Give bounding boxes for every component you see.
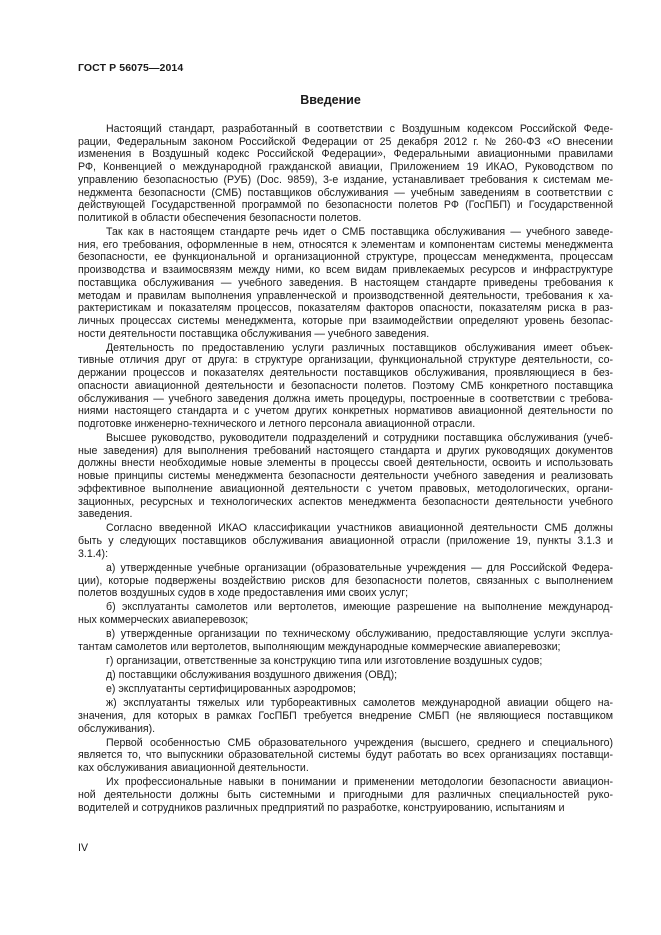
text-line: подготовке инженерно-технического и летного персонала авиационной отрасли. xyxy=(78,417,476,430)
text-line: должны внести необходимые новые элементы в процессы своей деятельности, освоить и использовать xyxy=(78,457,613,470)
text-line: неджмента безопасности (СМБ) поставщиков обслуживания — учебным заведениям в соответствии с xyxy=(78,186,613,199)
paragraph xyxy=(78,655,613,668)
text-line: управлению безопасностью (РУБ) (Doc. 9859), 3-е издание, устанавливает требования к системам ме- xyxy=(78,173,613,186)
paragraph xyxy=(78,522,613,560)
text-line: полетов воздушных судов в ходе предоставления ими своих услуг; xyxy=(78,587,409,600)
text-line: зационных, ресурсных и технологических аспектов менеджмента безопасности деятельности учебного xyxy=(78,495,613,508)
text-line: Высшее руководство, руководители подразделений и сотрудники поставщика обслуживания (учеб- xyxy=(106,432,613,445)
paragraph xyxy=(78,562,613,600)
text-line: рации, Федеральным законом Российской Федерации от 25 декабря 2012 г. № 260-ФЗ «О внесении xyxy=(78,135,613,148)
paragraph xyxy=(78,683,613,696)
text-line: ках обслуживания авиационной деятельности. xyxy=(78,762,309,775)
text-line: тивные отличия друг от друга: в структуре организации, функциональной структуре деятельности, со- xyxy=(78,354,613,367)
text-line: б) эксплуатанты самолетов или вертолетов, имеющие разрешение на выполнение международ- xyxy=(106,601,613,614)
text-line: методам и правилам выполнения управленческой и производственной деятельности, требования к ха- xyxy=(78,289,613,302)
paragraph xyxy=(78,669,613,682)
text-line: Настоящий стандарт, разработанный в соответствии с Воздушным кодексом Российской Феде- xyxy=(106,123,613,135)
text-line: действующей Государственной программой по безопасности полетов РФ (ГосПБП) и Государственной xyxy=(78,199,613,212)
text-line: рактеристикам и показателям процессов, показателям факторов опасности, показателям риска в раз- xyxy=(78,302,613,315)
text-line: заведения. xyxy=(78,508,133,521)
text-line: г) организации, ответственные за конструкцию типа или изготовление воздушных судов; xyxy=(106,654,543,667)
text-line: РФ, Конвенцией о международной гражданской авиации, Приложением 19 ИКАО, Руководством по xyxy=(78,161,613,174)
text-line: политикой в области обеспечения безопасности полетов. xyxy=(78,211,362,224)
paragraph xyxy=(78,432,613,521)
document-code-header: ГОСТ Р 56075—2014 xyxy=(78,62,184,74)
text-line: Согласно введенной ИКАО классификации участников авиационной деятельности СМБ должны xyxy=(106,522,613,535)
text-line: держании процессов и показателях деятельности поставщиков обслуживания, проявляющиеся в без- xyxy=(78,367,613,380)
paragraph xyxy=(78,737,613,775)
text-line: обслуживания — учебного заведения должна иметь процедуры, построенные в соответствии с требова- xyxy=(78,392,613,405)
text-line: ных коммерческих авиаперевозок; xyxy=(78,614,249,627)
paragraph xyxy=(78,226,613,340)
text-line: тантам самолетов или вертолетов, выполняющим международные коммерческие авиаперевозки; xyxy=(78,640,561,653)
text-line: является то, что выпускники образовательной системы будут работать во всех организациях поставщи- xyxy=(78,749,613,762)
text-line: д) поставщики обслуживания воздушного движения (ОВД); xyxy=(106,669,398,682)
text-line: е) эксплуатанты сертифицированных аэродромов; xyxy=(106,683,356,696)
text-line: ции), которые подвержены воздействию рисков для безопасности полетов, связанных с выполнением xyxy=(78,574,613,587)
text-line: опасности авиационной деятельности и безопасности полетов. Поэтому СМБ конкретного поставщика xyxy=(78,379,613,392)
text-line: а) утвержденные учебные организации (образовательные учреждения — для Российской Федера- xyxy=(106,561,613,574)
text-line: ной деятельности должны быть системными и пригодными для различных специальностей руко- xyxy=(78,788,613,801)
text-line: изменения в Воздушный кодекс Российской Федерации», Федеральными авиационными правилами xyxy=(78,148,613,161)
paragraph xyxy=(78,342,613,431)
paragraph xyxy=(78,628,613,653)
text-line: обслуживания). xyxy=(78,722,156,735)
text-line: быть у следующих поставщиков обслуживания авиационной отрасли (приложение 19, пункты 3.1.3 и xyxy=(78,535,613,548)
paragraph xyxy=(78,697,613,735)
text-line: поставщика обслуживания — учебного заведения. В настоящем стандарте приведены требования к xyxy=(78,276,613,289)
text-line: в) утвержденные организации по техническому обслуживанию, предоставляющие услуги эксплуа- xyxy=(106,628,613,641)
text-line: ные заведения) для выполнения требований настоящего стандарта и других руководящих документов xyxy=(78,444,613,457)
text-line: водителей и сотрудников различных предприятий по разработке, конструированию, испытаниям и xyxy=(78,801,565,814)
text-line: значения, для которых в рамках ГосПБП требуется внедрение СМБП (не являющиеся поставщиком xyxy=(78,709,613,722)
section-title: Введение xyxy=(300,93,361,107)
text-line: Первой особенностью СМБ образовательного учреждения (высшего, среднего и специального) xyxy=(106,736,613,749)
text-line: эффективное выполнение авиационной деятельности с учетом правовых, методологических, органи- xyxy=(78,482,613,495)
text-line: новые принципы системы менеджмента безопасности деятельности учебного заведения и реализовать xyxy=(78,470,613,483)
text-line: ности деятельности поставщика обслуживания — учебного заведения. xyxy=(78,327,430,340)
paragraph xyxy=(78,601,613,626)
text-line: ж) эксплуатанты тяжелых или турбореактивных самолетов международной авиации общего на- xyxy=(106,697,613,710)
text-line: производства и взаимосвязям между ними, ко всем видам привлекаемых ресурсов и инфраструктуре xyxy=(78,264,613,277)
paragraph xyxy=(78,123,613,225)
text-line: 3.1.4): xyxy=(78,547,109,560)
text-line: ния, его требования, оформленные в нем, относятся к элементам и компонентам системы менеджмента xyxy=(78,238,613,251)
body-text xyxy=(78,123,613,816)
paragraph xyxy=(78,776,613,814)
text-line: Деятельность по предоставлению услуги различных поставщиков обслуживания имеет объек- xyxy=(106,341,613,354)
text-line: Их профессиональные навыки в понимании и применении методологии безопасности авиацион- xyxy=(106,776,613,789)
text-line: безопасности, ее функциональной и организационной структуре, процессам менеджмента, процессам xyxy=(78,251,613,264)
page-number: IV xyxy=(78,842,89,854)
text-line: Так как в настоящем стандарте речь идет о СМБ поставщика обслуживания — учебного заведе- xyxy=(106,226,613,239)
text-line: ниями настоящего стандарта и с учетом других конкретных нормативов авиационной деятельности по xyxy=(78,405,613,418)
text-line: личных процессах системы менеджмента, которые при взаимодействии определяют уровень безопас- xyxy=(78,314,613,327)
